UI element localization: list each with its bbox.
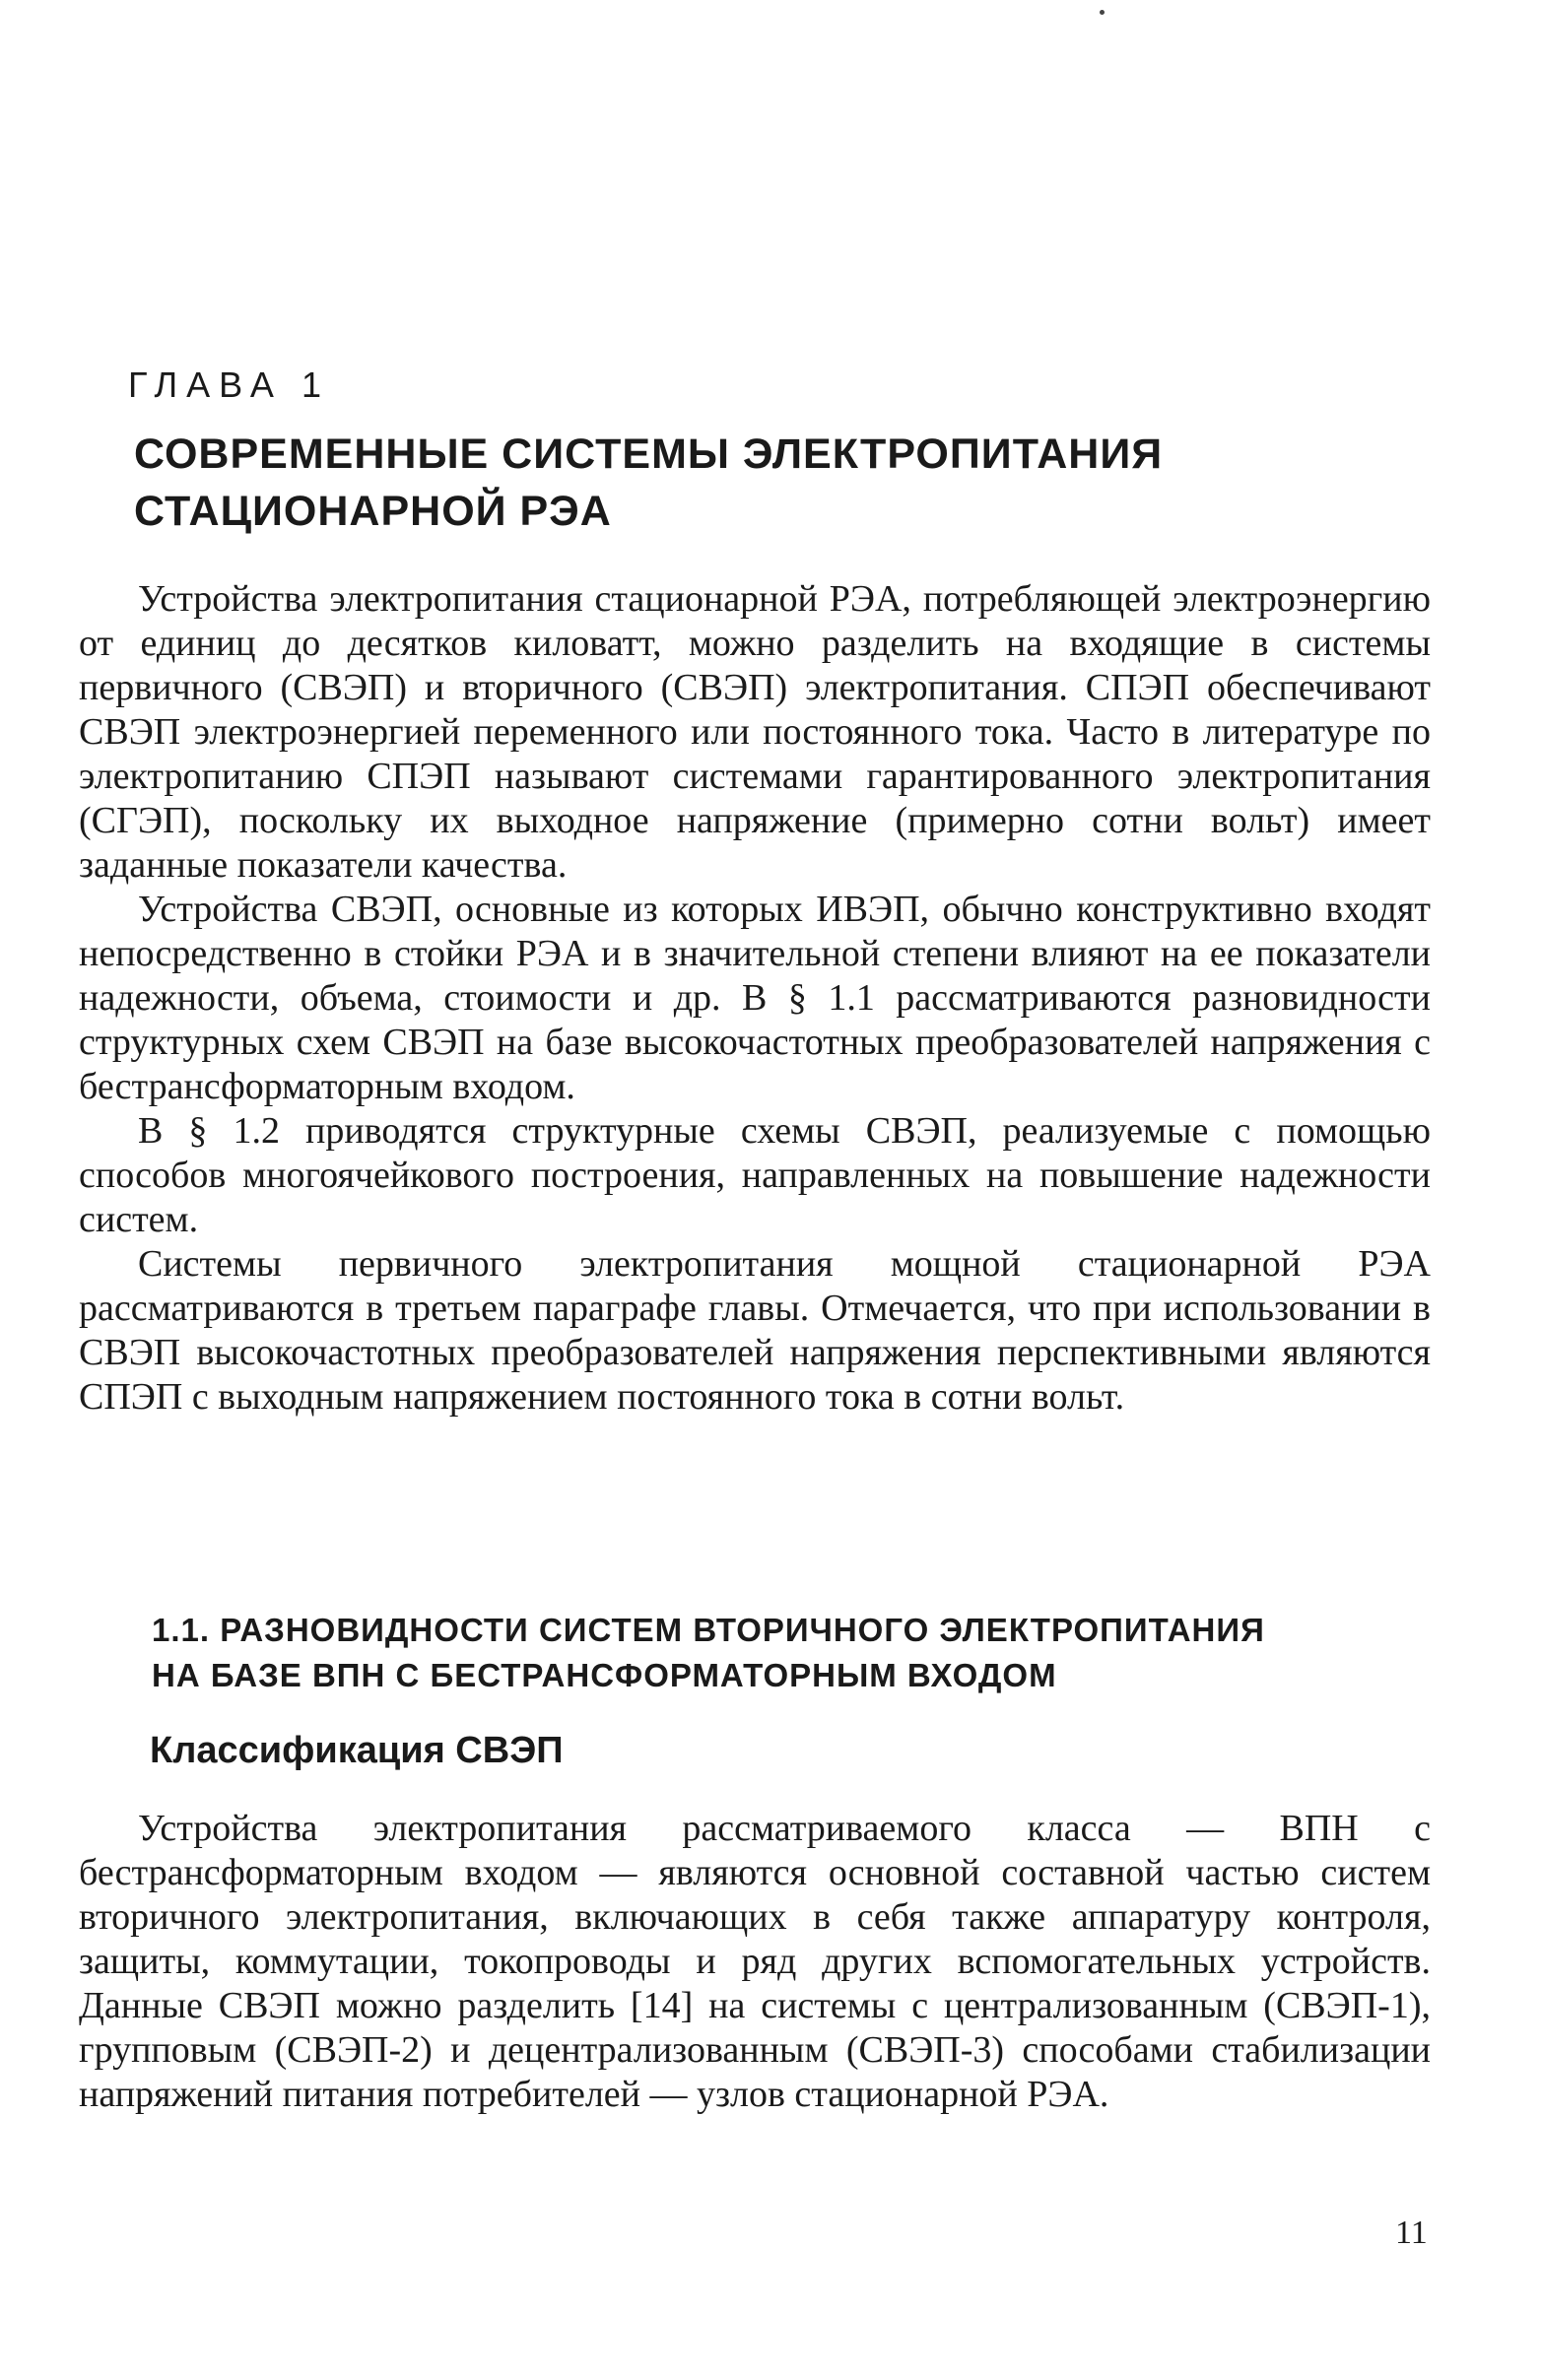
page-number: 11 [1395,2215,1428,2251]
paragraph: В § 1.2 приводятся структурные схемы СВЭП, реализуемые с помощью способов многоячейкового построения, направленных на повышение надежности систем. [79,1110,1431,1240]
chapter-label: ГЛАВА 1 [128,364,330,405]
section-text [79,1807,1431,2117]
subsection-heading: Классификация СВЭП [150,1730,564,1771]
paragraph: Устройства электропитания рассматриваемого класса — ВПН с бестрансформаторным входом — являются основной составной частью систем вторичного электропитания, включающих в себя также аппаратуру контроля, защиты, коммутации, токопроводы и ряд других вспомогательных устройств. Данные СВЭП можно разделить [14] на системы с централизованным (СВЭП-1), групповым (СВЭП-2) и децентрализованным (СВЭП-3) способами стабилизации напряжений питания потребителей — узлов стационарной РЭА. [79,1808,1431,2115]
paragraph: Системы первичного электропитания мощной стационарной РЭА рассматриваются в третьем параграфе главы. Отмечается, что при использовании в СВЭП высокочастотных преобразователей напряжения перспективными являются СПЭП с выходным напряжением постоянного тока в сотни вольт. [79,1243,1431,1418]
chapter-title-line: СОВРЕМЕННЫЕ СИСТЕМЫ ЭЛЕКТРОПИТАНИЯ [134,430,1164,478]
print-speck [1100,10,1105,15]
paragraph: Устройства СВЭП, основные из которых ИВЭП, обычно конструктивно входят непосредственно в стойки РЭА и в значительной степени влияют на ее показатели надежности, объема, стоимости и др. В § 1.1 рассматриваются разновидности структурных схем СВЭП на базе высокочастотных преобразователей напряжения с бестрансформаторным входом. [79,889,1431,1107]
intro-text [79,577,1431,1420]
chapter-title [134,426,1163,540]
paragraph: Устройства электропитания стационарной РЭА, потребляющей электроэнергию от единиц до десятков киловатт, можно разделить на входящие в системы первичного (СВЭП) и вторичного (СВЭП) электропитания. СПЭП обеспечивают СВЭП электроэнергией переменного или постоянного тока. Часто в литературе по электропитанию СПЭП называют системами гарантированного электропитания (СГЭП), поскольку их выходное напряжение (примерно сотни вольт) имеет заданные показатели качества. [79,578,1431,886]
section-heading-line: НА БАЗЕ ВПН С БЕСТРАНСФОРМАТОРНЫМ ВХОДОМ [152,1657,1057,1693]
chapter-title-line: СТАЦИОНАРНОЙ РЭА [134,488,612,535]
section-heading-line: 1.1. РАЗНОВИДНОСТИ СИСТЕМ ВТОРИЧНОГО ЭЛЕКТРОПИТАНИЯ [152,1612,1265,1648]
section-heading [152,1608,1265,1698]
